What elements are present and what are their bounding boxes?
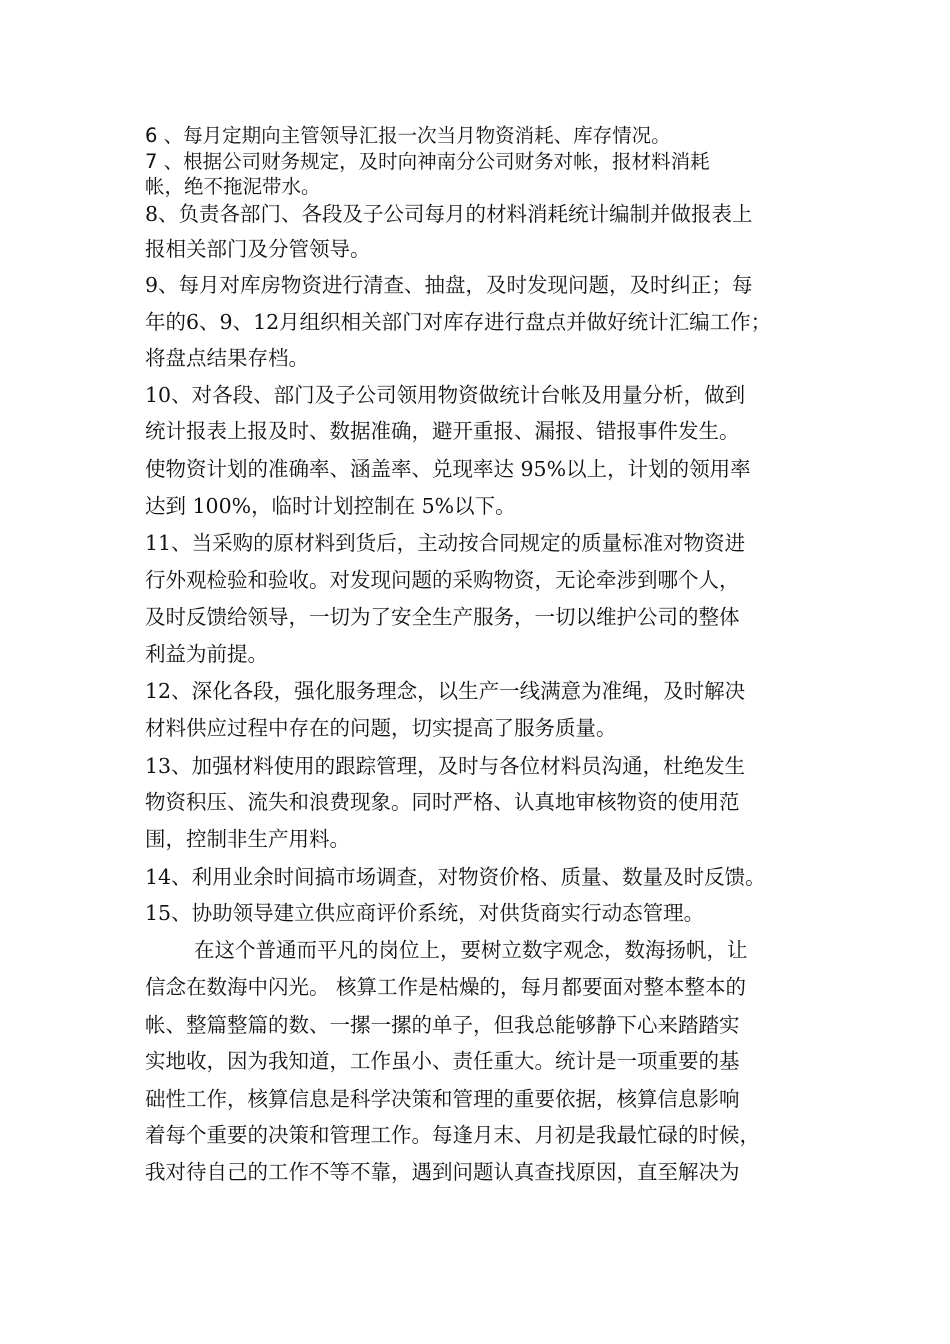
text-line: 将盘点结果存档。: [145, 346, 309, 370]
text-line: 14、利用业余时间搞市场调查，对物资价格、质量、数量及时反馈。: [145, 865, 766, 889]
text-line: 达到 100%，临时计划控制在 5%以下。: [145, 494, 516, 518]
text-line: 我对待自己的工作不等不靠，遇到问题认真查找原因，直至解决为: [145, 1160, 740, 1184]
text-line: 10、对各段、部门及子公司领用物资做统计台帐及用量分析，做到: [145, 383, 746, 407]
text-line: 材料供应过程中存在的问题，切实提高了服务质量。: [145, 716, 617, 740]
text-line: 使物资计划的准确率、涵盖率、兑现率达 95%以上，计划的领用率: [145, 457, 751, 481]
text-line: 物资积压、流失和浪费现象。同时严格、认真地审核物资的使用范: [145, 790, 740, 814]
text-line: 帐、整篇整篇的数、一摞一摞的单子，但我总能够静下心来踏踏实: [145, 1013, 740, 1037]
text-line: 13、加强材料使用的跟踪管理，及时与各位材料员沟通，杜绝发生: [145, 754, 746, 778]
text-line: 及时反馈给领导，一切为了安全生产服务，一切以维护公司的整体: [145, 605, 740, 629]
text-line: 在这个普通而平凡的岗位上，要树立数字观念，数海扬帆，让: [194, 938, 748, 962]
text-line: 行外观检验和验收。对发现问题的采购物资，无论牵涉到哪个人，: [145, 568, 740, 592]
text-line: 6 、每月定期向主管领导汇报一次当月物资消耗、库存情况。: [145, 124, 671, 147]
text-line: 7 、根据公司财务规定，及时向神南分公司财务对帐，报材料消耗: [145, 150, 710, 173]
text-line: 信念在数海中闪光。 核算工作是枯燥的，每月都要面对整本整本的: [145, 975, 747, 999]
text-line: 帐，绝不拖泥带水。: [145, 175, 321, 198]
text-line: 年的6、9、12月组织相关部门对库存进行盘点并做好统计汇编工作；: [145, 310, 772, 334]
text-line: 8、负责各部门、各段及子公司每月的材料消耗统计编制并做报表上: [145, 202, 753, 226]
text-line: 报相关部门及分管领导。: [145, 237, 371, 261]
text-line: 实地收，因为我知道，工作虽小、责任重大。统计是一项重要的基: [145, 1049, 740, 1073]
text-line: 15、协助领导建立供应商评价系统，对供货商实行动态管理。: [145, 901, 705, 925]
text-line: 9、每月对库房物资进行清查、抽盘，及时发现问题，及时纠正；每: [145, 273, 753, 297]
text-line: 12、深化各段，强化服务理念，以生产一线满意为准绳，及时解决: [145, 679, 746, 703]
text-line: 着每个重要的决策和管理工作。每逢月末、月初是我最忙碌的时候，: [145, 1123, 760, 1147]
text-line: 利益为前提。: [145, 642, 268, 666]
text-line: 11、当采购的原材料到货后，主动按合同规定的质量标准对物资进: [145, 531, 746, 555]
text-line: 围，控制非生产用料。: [145, 827, 350, 851]
text-line: 础性工作，核算信息是科学决策和管理的重要依据，核算信息影响: [145, 1087, 740, 1111]
text-line: 统计报表上报及时、数据准确，避开重报、漏报、错报事件发生。: [145, 419, 740, 443]
